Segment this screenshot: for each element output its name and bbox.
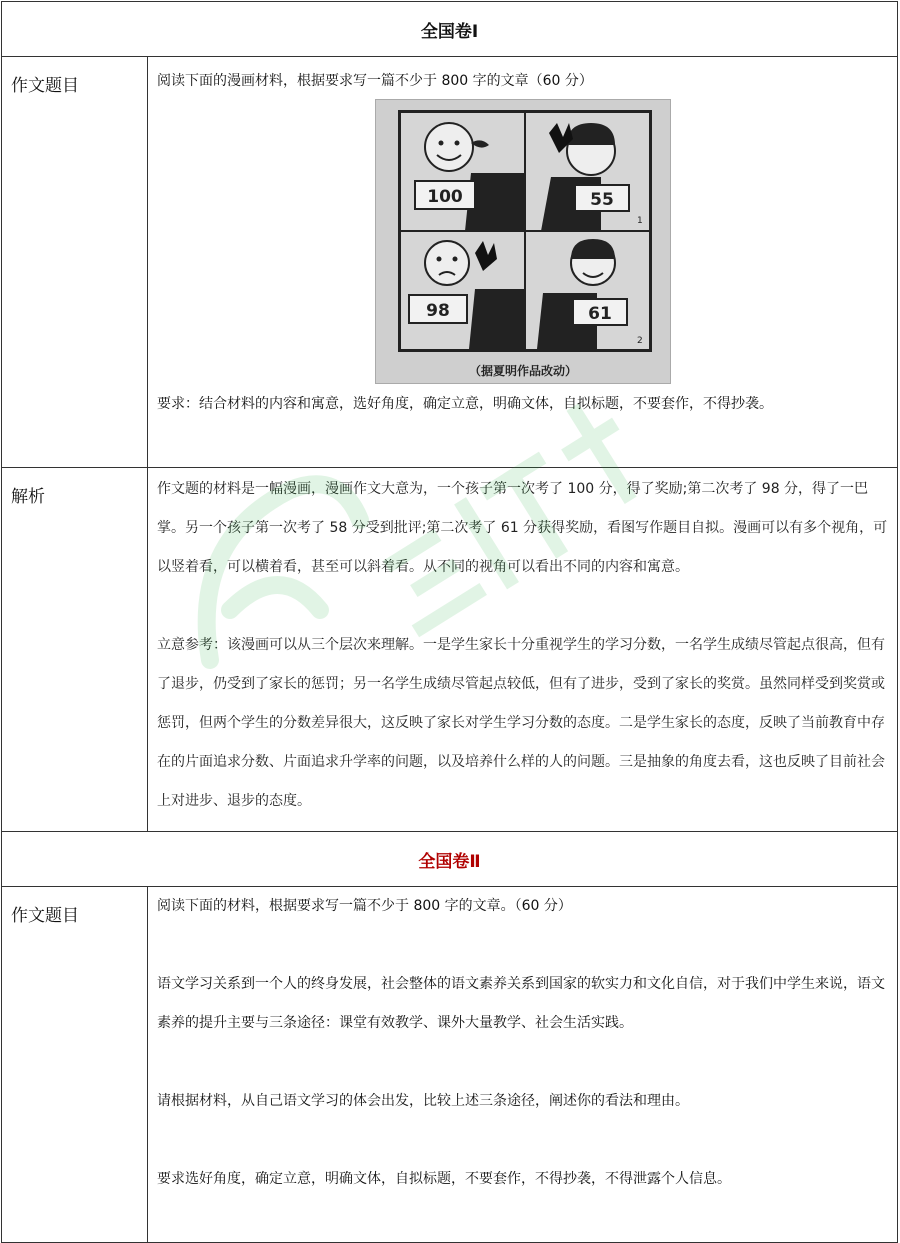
section1-prompt-label: 作文题目: [2, 57, 148, 468]
cartoon-wrap: [157, 93, 889, 392]
cartoon-frame: [398, 110, 652, 352]
analysis-paragraph-2: 立意参考：该漫画可以从三个层次来理解。一是学生家长十分重视学生的学习分数，一名学生成绩尽管起点很高，但有了退步，仍受到了家长的惩罚；另一名学生成绩尽管起点较低，但有了进步，受到了家长的奖赏。虽然同样受到奖赏或惩罚，但两个学生的分数差异很大，这反映了家长对学生学习分数的态度。二是学生家长的态度，反映了当前教育中存在的片面追求分数、片面追求升学率的问题，以及培养什么样的人的问题。三是抽象的角度去看，这也反映了目前社会上对进步、退步的态度。: [157, 637, 885, 809]
section1-prompt-cell: [148, 57, 898, 468]
section1-requirement: 要求：结合材料的内容和寓意，选好角度，确定立意，明确文体，自拟标题，不要套作，不得抄袭。: [157, 396, 773, 412]
score-55: 55: [590, 190, 614, 210]
cartoon-kid-1: [415, 123, 525, 231]
panel-number-2: 2: [637, 336, 643, 346]
section2-prompt-label: 作文题目: [2, 887, 148, 1243]
material-paragraph-3: 要求选好角度，确定立意，明确文体，自拟标题，不要套作，不得抄袭，不得泄露个人信息。: [157, 1171, 731, 1187]
cartoon-drawing: [401, 113, 649, 349]
section1-analysis-label: 解析: [2, 468, 148, 832]
exam-table: [1, 1, 898, 1243]
section2-prompt-cell: [148, 887, 898, 1243]
score-61: 61: [588, 304, 612, 324]
score-100: 100: [427, 187, 463, 207]
cartoon-caption: （据夏明作品改动）: [468, 364, 577, 378]
score-98: 98: [426, 301, 450, 321]
section1-prompt-text: 阅读下面的漫画材料，根据要求写一篇不少于 800 字的文章（60 分）: [157, 73, 593, 89]
material-paragraph-2: 请根据材料，从自己语文学习的体会出发，比较上述三条途径，阐述你的看法和理由。: [157, 1093, 689, 1109]
section1-title: 全国卷Ⅰ: [2, 2, 898, 57]
section1-analysis-cell: [148, 468, 898, 832]
panel-number-1: 1: [637, 216, 643, 226]
cartoon-kid-4: [537, 239, 643, 349]
cartoon-image: [375, 99, 671, 384]
section2-title: 全国卷Ⅱ: [2, 832, 898, 887]
analysis-paragraph-1: 作文题的材料是一幅漫画，漫画作文大意为，一个孩子第一次考了 100 分，得了奖励;第二次考了 98 分，得了一巴掌。另一个孩子第一次考了 58 分受到批评;第二次考了 61 分获得奖励，看图写作题目自拟。漫画可以有多个视角，可以竖着看，可以横着看，甚至可以斜着看。从不同的视角可以看出不同的内容和寓意。: [157, 481, 888, 575]
cartoon-kid-3: [409, 241, 525, 349]
cartoon-kid-2: [541, 123, 643, 231]
section2-prompt-text: 阅读下面的材料，根据要求写一篇不少于 800 字的文章。（60 分）: [157, 898, 572, 914]
material-paragraph-1: 语文学习关系到一个人的终身发展，社会整体的语文素养关系到国家的软实力和文化自信，对于我们中学生来说，语文素养的提升主要与三条途径：课堂有效教学、课外大量教学、社会生活实践。: [157, 976, 885, 1031]
